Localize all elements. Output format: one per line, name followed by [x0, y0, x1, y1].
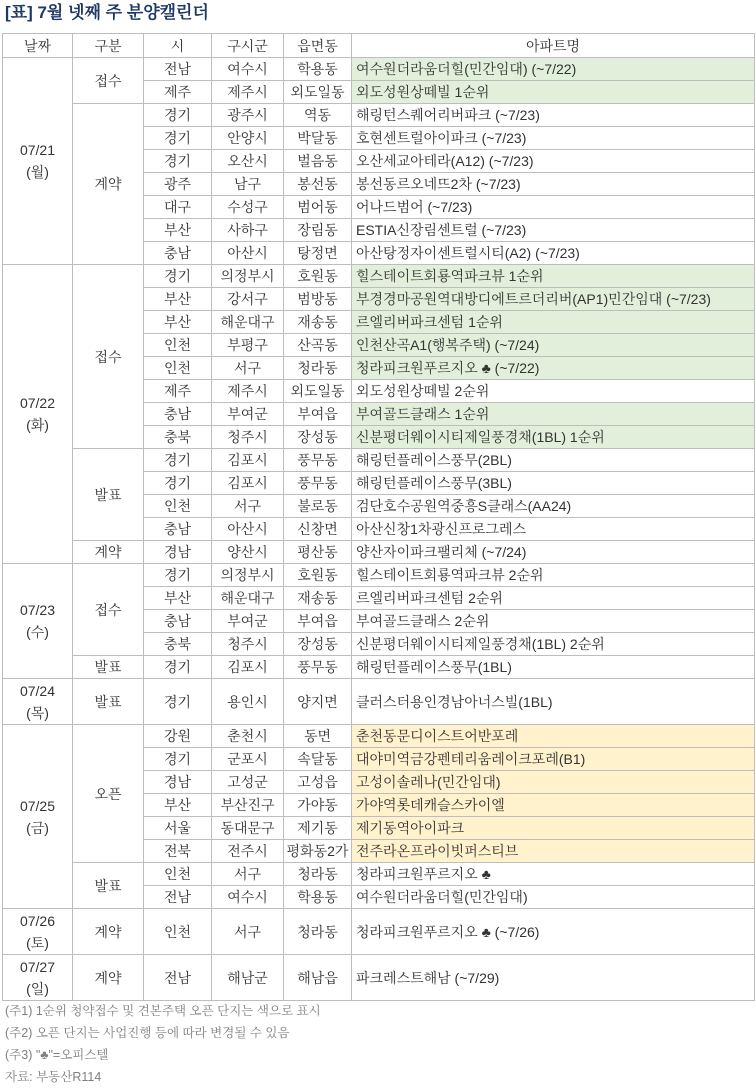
province-cell: 부산	[144, 794, 212, 817]
province-cell: 경기	[144, 472, 212, 495]
province-cell: 충북	[144, 426, 212, 449]
district-cell: 아산시	[212, 518, 284, 541]
district-cell: 군포시	[212, 748, 284, 771]
header-date: 날짜	[3, 34, 73, 58]
town-cell: 동면	[284, 725, 352, 748]
table-row	[3, 656, 755, 679]
district-cell: 여수시	[212, 58, 284, 81]
province-cell: 경기	[144, 265, 212, 288]
weekday-label: (토)	[26, 934, 49, 951]
date-label: 07/22	[19, 395, 56, 411]
weekday-label: (화)	[26, 417, 49, 433]
apartment-name-cell: 해링턴플레이스풍무(2BL)	[352, 449, 755, 472]
source-note: 자료: 부동산R114	[5, 1070, 102, 1084]
apartment-name-cell: 아산신창1차광신프로그레스	[352, 518, 755, 541]
district-cell: 아산시	[212, 242, 284, 265]
town-cell: 장림동	[284, 219, 352, 242]
apartment-name-cell: 여수원더라움더힐(민간임대)	[352, 886, 755, 909]
district-cell: 동대문구	[212, 817, 284, 840]
apartment-name-cell: 힐스테이트회룡역파크뷰 2순위	[352, 564, 755, 587]
province-cell: 서울	[144, 817, 212, 840]
weekday-label: (수)	[26, 624, 49, 640]
category-cell: 접수	[73, 564, 144, 656]
apartment-name-cell: 힐스테이트회룡역파크뷰 1순위	[352, 265, 755, 288]
category-cell: 오픈	[73, 725, 144, 863]
town-cell: 청라동	[284, 909, 352, 955]
district-cell: 서구	[212, 863, 284, 886]
province-cell: 제주	[144, 380, 212, 403]
town-cell: 고성읍	[284, 771, 352, 794]
district-cell: 의정부시	[212, 265, 284, 288]
header-province: 시	[144, 34, 212, 58]
district-cell: 전주시	[212, 840, 284, 863]
district-cell: 오산시	[212, 150, 284, 173]
town-cell: 범어동	[284, 196, 352, 219]
apartment-name-cell: 르엘리버파크센텀 2순위	[352, 587, 755, 610]
apartment-name-cell: 대야미역금강펜테리움레이크포레(B1)	[352, 748, 755, 771]
header-town: 읍면동	[284, 34, 352, 58]
province-cell: 전북	[144, 840, 212, 863]
town-cell: 외도일동	[284, 81, 352, 104]
town-cell: 부여읍	[284, 610, 352, 633]
category-cell: 발표	[73, 679, 144, 725]
town-cell: 청라동	[284, 357, 352, 380]
apartment-name-cell: 외도성원상떼빌 1순위	[352, 81, 755, 104]
town-cell: 장성동	[284, 633, 352, 656]
town-cell: 외도일동	[284, 380, 352, 403]
town-cell: 속달동	[284, 748, 352, 771]
district-cell: 여수시	[212, 886, 284, 909]
province-cell: 전남	[144, 58, 212, 81]
district-cell: 김포시	[212, 472, 284, 495]
district-cell: 강서구	[212, 288, 284, 311]
page-title: [표] 7월 넷째 주 분양캘린더	[5, 3, 209, 22]
town-cell: 풍무동	[284, 656, 352, 679]
table-row	[3, 725, 755, 748]
apartment-name-cell: 외도성원상떼빌 2순위	[352, 380, 755, 403]
date-cell	[3, 564, 73, 679]
district-cell: 해남군	[212, 955, 284, 1001]
town-cell: 학용동	[284, 886, 352, 909]
footnote: (주3) "♣"=오피스텔	[5, 1048, 109, 1062]
apartment-name-cell: 청라피크원푸르지오 ♣	[352, 863, 755, 886]
table-row	[3, 104, 755, 127]
town-cell: 장성동	[284, 426, 352, 449]
header-district: 구시군	[212, 34, 284, 58]
sales-calendar-table	[2, 33, 755, 1001]
apartment-name-cell: 춘천동문디이스트어반포레	[352, 725, 755, 748]
category-cell: 발표	[73, 656, 144, 679]
district-cell: 김포시	[212, 656, 284, 679]
province-cell: 제주	[144, 81, 212, 104]
town-cell: 불로동	[284, 495, 352, 518]
province-cell: 인천	[144, 909, 212, 955]
district-cell: 김포시	[212, 449, 284, 472]
town-cell: 재송동	[284, 587, 352, 610]
apartment-name-cell: 가야역롯데캐슬스카이엘	[352, 794, 755, 817]
apartment-name-cell: 부경경마공원역대방디에트르더리버(AP1)민간임대 (~7/23)	[352, 288, 755, 311]
district-cell: 양산시	[212, 541, 284, 564]
province-cell: 광주	[144, 173, 212, 196]
category-cell: 발표	[73, 863, 144, 909]
town-cell: 가야동	[284, 794, 352, 817]
footnotes	[5, 1000, 750, 1088]
apartment-name-cell: 아산탕정자이센트럴시티(A2) (~7/23)	[352, 242, 755, 265]
footnote: (주2) 오픈 단지는 사업진행 등에 따라 변경될 수 있음	[5, 1026, 290, 1040]
district-cell: 해운대구	[212, 587, 284, 610]
district-cell: 서구	[212, 357, 284, 380]
town-cell: 역동	[284, 104, 352, 127]
district-cell: 고성군	[212, 771, 284, 794]
apartment-name-cell: 부여골드클래스 2순위	[352, 610, 755, 633]
province-cell: 부산	[144, 311, 212, 334]
apartment-name-cell: 클러스터용인경남아너스빌(1BL)	[352, 679, 755, 725]
district-cell: 부산진구	[212, 794, 284, 817]
table-row	[3, 564, 755, 587]
apartment-name-cell: 신분평더웨이시티제일풍경채(1BL) 1순위	[352, 426, 755, 449]
district-cell: 부평구	[212, 334, 284, 357]
apartment-name-cell: 해링턴플레이스풍무(3BL)	[352, 472, 755, 495]
apartment-name-cell: 검단호수공원역중흥S클래스(AA24)	[352, 495, 755, 518]
province-cell: 경기	[144, 104, 212, 127]
apartment-name-cell: 해링턴플레이스풍무(1BL)	[352, 656, 755, 679]
apartment-name-cell: 청라피크원푸르지오 ♣ (~7/26)	[352, 909, 755, 955]
category-cell: 계약	[73, 955, 144, 1001]
province-cell: 경기	[144, 127, 212, 150]
date-label: 07/23	[19, 602, 56, 618]
apartment-name-cell: 오산세교아테라(A12) (~7/23)	[352, 150, 755, 173]
province-cell: 경기	[144, 150, 212, 173]
date-cell	[3, 679, 73, 725]
district-cell: 제주시	[212, 81, 284, 104]
date-cell	[3, 725, 73, 909]
town-cell: 평산동	[284, 541, 352, 564]
weekday-label: (금)	[26, 819, 49, 836]
town-cell: 풍무동	[284, 449, 352, 472]
province-cell: 충북	[144, 633, 212, 656]
province-cell: 경남	[144, 541, 212, 564]
province-cell: 경남	[144, 771, 212, 794]
weekday-label: (월)	[26, 164, 49, 180]
province-cell: 경기	[144, 748, 212, 771]
province-cell: 인천	[144, 863, 212, 886]
province-cell: 인천	[144, 495, 212, 518]
apartment-name-cell: 해링턴스퀘어리버파크 (~7/23)	[352, 104, 755, 127]
province-cell: 경기	[144, 564, 212, 587]
date-label: 07/26	[19, 912, 56, 929]
district-cell: 해운대구	[212, 311, 284, 334]
town-cell: 신창면	[284, 518, 352, 541]
date-cell	[3, 955, 73, 1001]
apartment-name-cell: 고성이솔레나(민간임대)	[352, 771, 755, 794]
table-row	[3, 541, 755, 564]
date-label: 07/27	[19, 958, 56, 975]
apartment-name-cell: 부여골드클래스 1순위	[352, 403, 755, 426]
town-cell: 풍무동	[284, 472, 352, 495]
apartment-name-cell: 어나드범어 (~7/23)	[352, 196, 755, 219]
apartment-name-cell: 파크레스트해남 (~7/29)	[352, 955, 755, 1001]
district-cell: 용인시	[212, 679, 284, 725]
province-cell: 전남	[144, 886, 212, 909]
apartment-name-cell: 신분평더웨이시티제일풍경채(1BL) 2순위	[352, 633, 755, 656]
apartment-name-cell: ESTIA신장림센트럴 (~7/23)	[352, 219, 755, 242]
date-cell	[3, 58, 73, 265]
header-category: 구분	[73, 34, 144, 58]
province-cell: 충남	[144, 403, 212, 426]
table-row	[3, 909, 755, 955]
table-row	[3, 955, 755, 1001]
district-cell: 사하구	[212, 219, 284, 242]
table-row	[3, 679, 755, 725]
district-cell: 서구	[212, 909, 284, 955]
weekday-label: (일)	[26, 980, 49, 997]
footnote: (주1) 1순위 청약접수 및 견본주택 오픈 단지는 색으로 표시	[5, 1004, 321, 1018]
table-row	[3, 265, 755, 288]
province-cell: 충남	[144, 242, 212, 265]
district-cell: 청주시	[212, 426, 284, 449]
date-cell	[3, 265, 73, 564]
table-row	[3, 449, 755, 472]
date-cell	[3, 909, 73, 955]
town-cell: 산곡동	[284, 334, 352, 357]
date-label: 07/24	[19, 682, 56, 699]
province-cell: 부산	[144, 587, 212, 610]
province-cell: 인천	[144, 334, 212, 357]
header-apartment: 아파트명	[352, 34, 755, 58]
category-cell: 계약	[73, 104, 144, 265]
province-cell: 부산	[144, 219, 212, 242]
town-cell: 벌음동	[284, 150, 352, 173]
apartment-name-cell: 인천산곡A1(행복주택) (~7/24)	[352, 334, 755, 357]
district-cell: 수성구	[212, 196, 284, 219]
table-row	[3, 58, 755, 81]
category-cell: 계약	[73, 909, 144, 955]
province-cell: 충남	[144, 610, 212, 633]
province-cell: 경기	[144, 679, 212, 725]
town-cell: 봉선동	[284, 173, 352, 196]
district-cell: 춘천시	[212, 725, 284, 748]
date-label: 07/25	[19, 797, 56, 814]
province-cell: 경기	[144, 449, 212, 472]
category-cell: 발표	[73, 449, 144, 541]
province-cell: 강원	[144, 725, 212, 748]
province-cell: 인천	[144, 357, 212, 380]
district-cell: 부여군	[212, 610, 284, 633]
apartment-name-cell: 제기동역아이파크	[352, 817, 755, 840]
district-cell: 안양시	[212, 127, 284, 150]
apartment-name-cell: 청라피크원푸르지오 ♣ (~7/22)	[352, 357, 755, 380]
apartment-name-cell: 르엘리버파크센텀 1순위	[352, 311, 755, 334]
province-cell: 경기	[144, 656, 212, 679]
town-cell: 양지면	[284, 679, 352, 725]
weekday-label: (목)	[26, 704, 49, 721]
district-cell: 청주시	[212, 633, 284, 656]
apartment-name-cell: 양산자이파크팰리체 (~7/24)	[352, 541, 755, 564]
town-cell: 탕정면	[284, 242, 352, 265]
town-cell: 호원동	[284, 265, 352, 288]
district-cell: 부여군	[212, 403, 284, 426]
town-cell: 해남읍	[284, 955, 352, 1001]
district-cell: 제주시	[212, 380, 284, 403]
apartment-name-cell: 봉선동르오네뜨2차 (~7/23)	[352, 173, 755, 196]
town-cell: 부여읍	[284, 403, 352, 426]
apartment-name-cell: 호현센트럴아이파크 (~7/23)	[352, 127, 755, 150]
town-cell: 범방동	[284, 288, 352, 311]
province-cell: 전남	[144, 955, 212, 1001]
district-cell: 남구	[212, 173, 284, 196]
town-cell: 청라동	[284, 863, 352, 886]
town-cell: 재송동	[284, 311, 352, 334]
category-cell: 접수	[73, 265, 144, 449]
province-cell: 부산	[144, 288, 212, 311]
town-cell: 평화동2가	[284, 840, 352, 863]
town-cell: 박달동	[284, 127, 352, 150]
town-cell: 호원동	[284, 564, 352, 587]
apartment-name-cell: 전주라온프라이빗퍼스티브	[352, 840, 755, 863]
town-cell: 제기동	[284, 817, 352, 840]
apartment-name-cell: 여수원더라움더힐(민간임대) (~7/22)	[352, 58, 755, 81]
district-cell: 서구	[212, 495, 284, 518]
category-cell: 접수	[73, 58, 144, 104]
district-cell: 광주시	[212, 104, 284, 127]
province-cell: 대구	[144, 196, 212, 219]
table-row	[3, 863, 755, 886]
date-label: 07/21	[19, 142, 56, 158]
header-row	[3, 34, 755, 58]
province-cell: 충남	[144, 518, 212, 541]
town-cell: 학용동	[284, 58, 352, 81]
district-cell: 의정부시	[212, 564, 284, 587]
category-cell: 계약	[73, 541, 144, 564]
